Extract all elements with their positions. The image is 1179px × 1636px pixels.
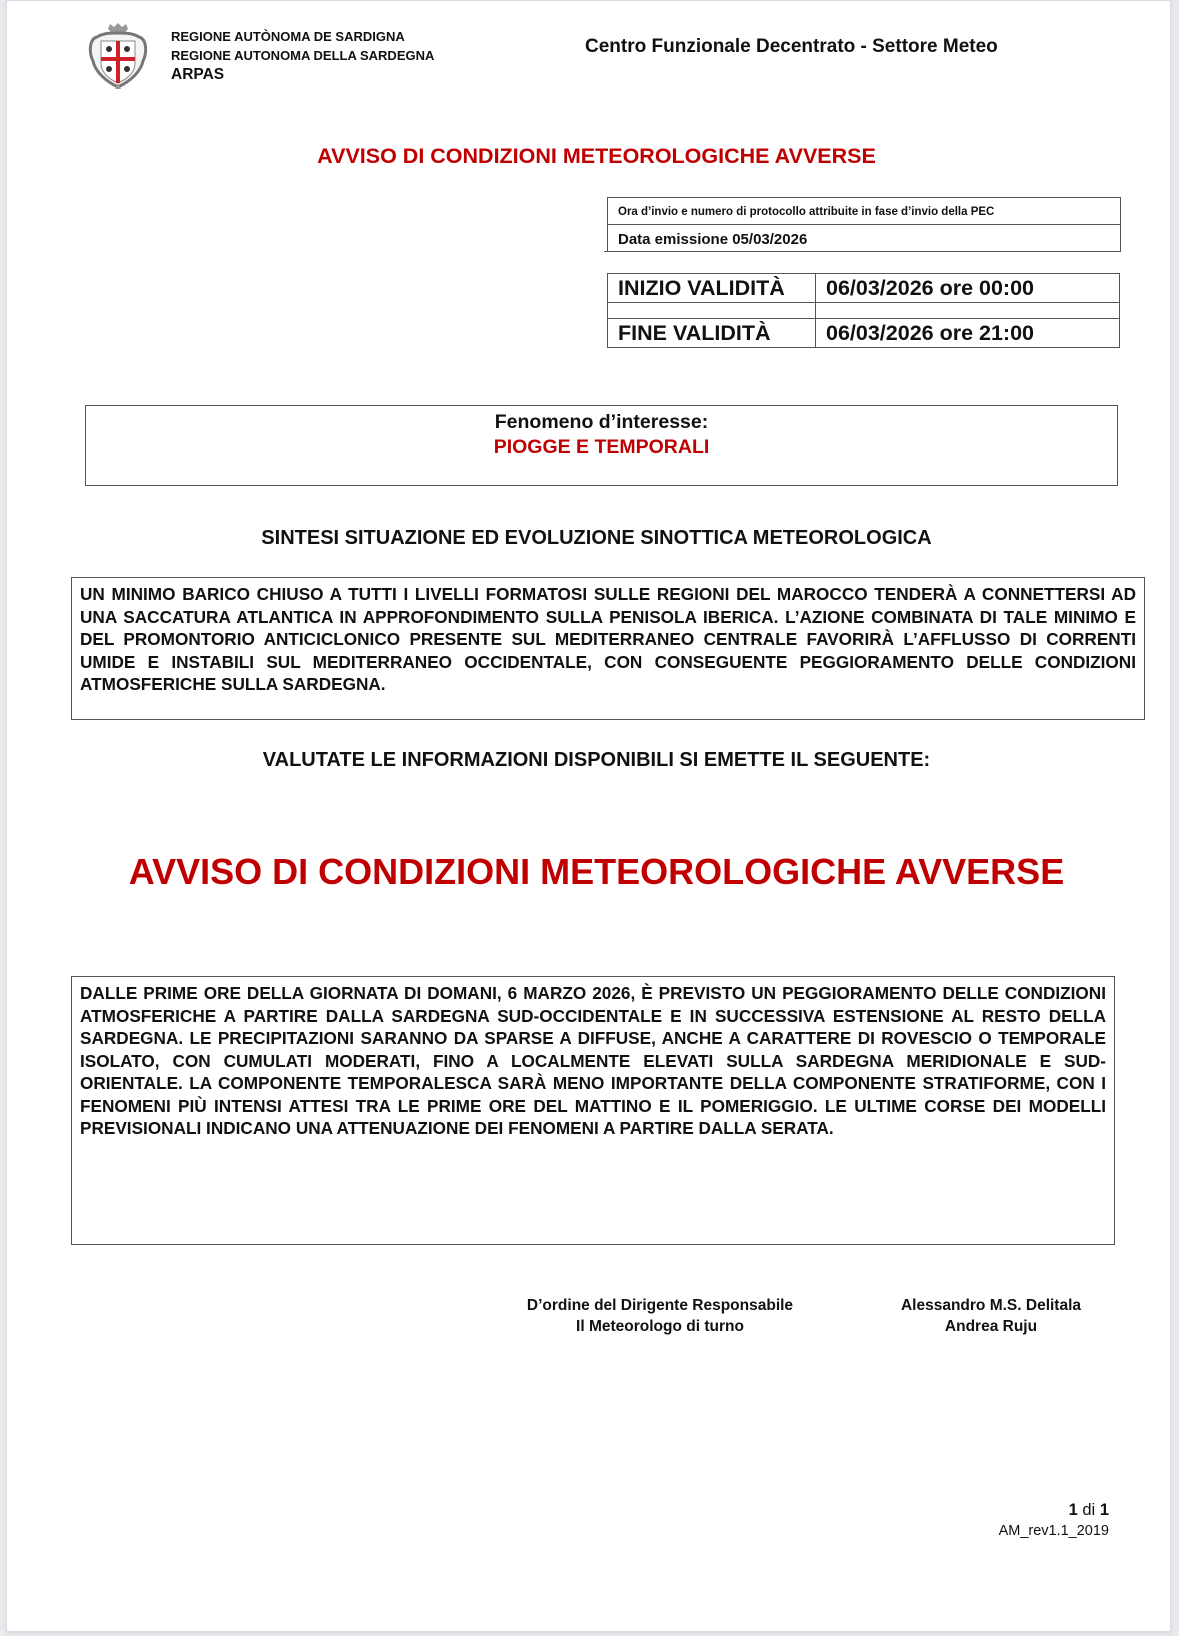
revision-code: AM_rev1.1_2019 <box>998 1523 1109 1539</box>
warning-title: AVVISO DI CONDIZIONI METEOROLOGICHE AVVERSE <box>128 851 1065 892</box>
signature-role-line1: D’ordine del Dirigente Responsabile <box>526 1297 794 1314</box>
synopsis-heading: SINTESI SITUAZIONE ED EVOLUZIONE SINOTTICA METEOROLOGICA <box>261 527 932 549</box>
evaluation-heading: VALUTATE LE INFORMAZIONI DISPONIBILI SI EMETTE IL SEGUENTE: <box>262 749 931 771</box>
page-total: 1 <box>1099 1501 1109 1519</box>
phenomenon-box <box>85 405 1118 486</box>
validity-start-label: INIZIO VALIDITÀ <box>608 274 816 303</box>
protocol-box <box>607 197 1121 252</box>
signature-names <box>875 1295 1107 1337</box>
validity-spacer-row <box>608 303 1120 319</box>
page-separator: di <box>1077 1501 1100 1519</box>
phenomenon-value: PIOGGE E TEMPORALI <box>493 436 710 458</box>
page-number <box>947 1501 1109 1520</box>
validity-start-row <box>608 274 1120 303</box>
org-name-italian: REGIONE AUTONOMA DELLA SARDEGNA <box>171 48 435 63</box>
validity-table <box>607 273 1120 348</box>
signature-role-line2: Il Meteorologo di turno <box>576 1318 744 1335</box>
emission-date: Data emissione 05/03/2026 <box>604 225 1120 252</box>
document-title: AVVISO DI CONDIZIONI METEOROLOGICHE AVVERSE <box>317 144 876 168</box>
signature-name-2: Andrea Ruju <box>944 1318 1038 1335</box>
validity-end-label: FINE VALIDITÀ <box>608 319 816 348</box>
phenomenon-label: Fenomeno d’interesse: <box>494 411 709 433</box>
organization-header <box>171 27 434 84</box>
signature-name-1: Alessandro M.S. Delitala <box>900 1297 1082 1314</box>
validity-end-value: 06/03/2026 ore 21:00 <box>816 319 1120 348</box>
synopsis-text-box: UN MINIMO BARICO CHIUSO A TUTTI I LIVELLI FORMATOSI SULLE REGIONI DEL MAROCCO TENDERÀ A CONNETTERSI AD UNA SACCATURA ATLANTICA IN APPROFONDIMENTO SULLA PENISOLA IBERICA. L’AZIONE COMBINATA DI TALE MINIMO E DEL PROMONTORIO ANTICICLONICO PRESENTE SUL MEDITERRANEO CENTRALE FAVORIRÀ L’AFFLUSSO DI CORRENTI UMIDE E INSTABILI SUL MEDITERRANEO OCCIDENTALE, CON CONSEGUENTE PEGGIORAMENTO DELLE CONDIZIONI ATMOSFERICHE SULLA SARDEGNA. <box>71 577 1145 720</box>
validity-end-row <box>608 319 1120 348</box>
sardinia-coat-of-arms-icon <box>85 19 151 91</box>
forecast-text-box: DALLE PRIME ORE DELLA GIORNATA DI DOMANI, 6 MARZO 2026, È PREVISTO UN PEGGIORAMENTO DELLE CONDIZIONI ATMOSFERICHE A PARTIRE DALLA SARDEGNA SUD-OCCIDENTALE E IN SUCCESSIVA ESTENSIONE AL RESTO DELLA SARDEGNA. LE PRECIPITAZIONI SARANNO DA SPARSE A DIFFUSE, ANCHE A CARATTERE DI ROVESCIO O TEMPORALE ISOLATO, CON CUMULATI MODERATI, FINO A LOCALMENTE ELEVATI SULLA SARDEGNA MERIDIONALE E SUD-ORIENTALE. LA COMPONENTE TEMPORALESCA SARÀ MENO IMPORTANTE DELLA COMPONENTE STRATIFORME, CON I FENOMENI PIÙ INTENSI ATTESI TRA LE PRIME ORE DEL MATTINO E IL POMERIGGIO. LE ULTIME CORSE DEI MODELLI PREVISIONALI INDICANO UNA ATTENUAZIONE DEI FENOMENI A PARTIRE DALLA SERATA. <box>71 976 1115 1245</box>
validity-start-value: 06/03/2026 ore 00:00 <box>816 274 1120 303</box>
page-current: 1 <box>1068 1501 1078 1519</box>
protocol-note: Ora d’invio e numero di protocollo attribuite in fase d’invio della PEC <box>608 198 1120 225</box>
department-title: Centro Funzionale Decentrato - Settore Meteo <box>585 36 998 57</box>
org-acronym: ARPAS <box>171 66 225 83</box>
org-name-sardinian: REGIONE AUTÒNOMA DE SARDIGNA <box>171 29 405 44</box>
signature-role <box>495 1295 825 1337</box>
document-page <box>6 0 1171 1632</box>
